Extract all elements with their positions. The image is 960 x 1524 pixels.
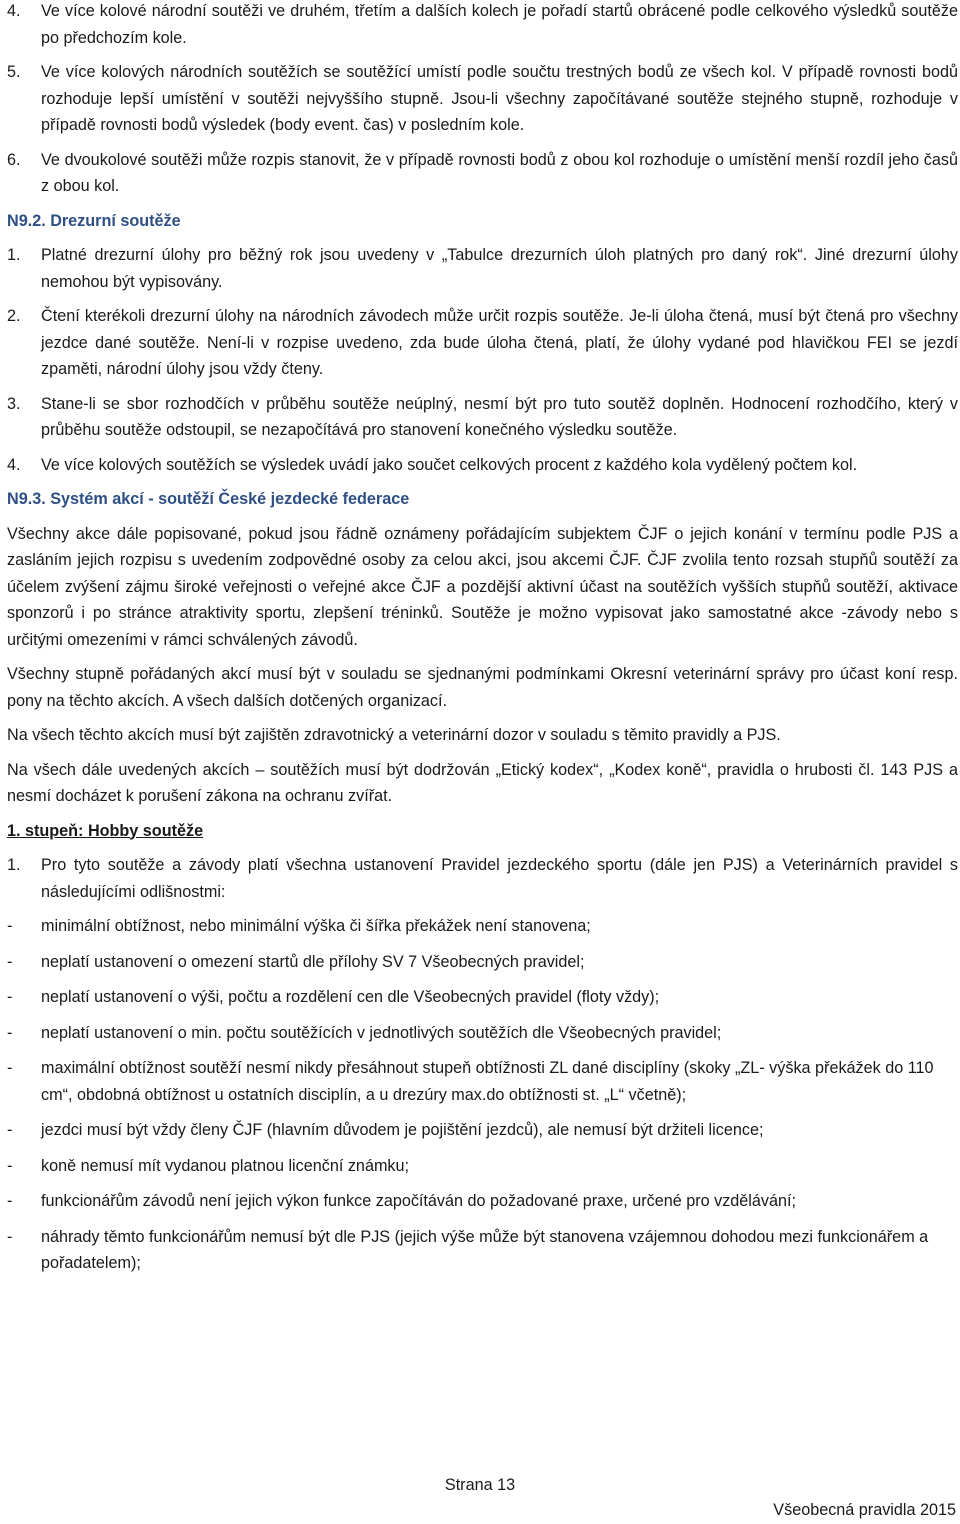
dash-bullet: - — [7, 917, 13, 935]
dash-item-text: maximální obtížnost soutěží nesmí nikdy přesáhnout stupeň obtížnosti ZL dané disciplíny (skoky „ZL- výška překážek do 110 cm“, obdobná obtížnost u ostatních disciplín, a u drezúry max.do obtížnosti st. „L“ včetně); — [41, 1059, 934, 1104]
numbered-item — [7, 852, 958, 905]
dash-list-item — [7, 1224, 958, 1277]
item-number: 1. — [7, 856, 21, 874]
item-number: 5. — [7, 63, 21, 81]
item-number: 1. — [7, 246, 21, 264]
document-page — [7, 0, 958, 1286]
item-text: Ve více kolové národní soutěži ve druhém, třetím a dalších kolech je pořadí startů obrácené podle celkového výsledků soutěže po předchozím kole. — [41, 2, 958, 47]
paragraph: Všechny akce dále popisované, pokud jsou řádně oznámeny pořádajícím subjektem ČJF o jejich konání v termínu podle PJS a zasláním jejich rozpisu s uvedením zodpovědné osoby za celou akci, jsou akcemi ČJF. ČJF zvolila tento rozsah stupňů soutěží za účelem zvýšení zájmu široké veřejnosti o veřejné akce ČJF a pozdější aktivní účast na soutěžích vyšších stupňů soutěží, aktivace sponzorů i po stránce atraktivity sportu, zlepšení tréninků. Soutěže je možno vypisovat jako samostatné akce -závody nebo s určitými omezeními v rámci schválených závodů. — [7, 524, 958, 649]
dash-bullet: - — [7, 1121, 13, 1139]
paragraph: Všechny stupně pořádaných akcí musí být v souladu se sjednanými podmínkami Okresní veterinární správy pro účast koní resp. pony na těchto akcích. A všech dalších dotčených organizací. — [7, 665, 958, 710]
dash-list-item — [7, 984, 958, 1011]
dash-bullet: - — [7, 1192, 13, 1210]
item-number: 3. — [7, 394, 21, 413]
dash-item-text: neplatí ustanovení o výši, počtu a rozdělení cen dle Všeobecných pravidel (floty vždy); — [41, 988, 660, 1006]
dash-list-item — [7, 1153, 958, 1180]
dash-list-item — [7, 1117, 958, 1144]
dash-list-item — [7, 1020, 958, 1047]
numbered-item — [7, 59, 958, 139]
item-text: Stane-li se sbor rozhodčích v průběhu soutěže neúplný, nesmí být pro tuto soutěž doplněn. Hodnocení rozhodčího, který v průběhu soutěže odstoupil, se nezapočítává pro stanovení konečného výsledku soutěže. — [41, 394, 958, 439]
paragraph: Na všech dále uvedených akcích – soutěžích musí být dodržován „Etický kodex“, „Kodex koně“, pravidla o hrubosti čl. 143 PJS a nesmí docházet k porušení zákona na ochranu zvířat. — [7, 760, 958, 805]
dash-list-item — [7, 913, 958, 940]
dash-item-text: minimální obtížnost, nebo minimální výška či šířka překážek není stanovena; — [41, 917, 591, 935]
dash-list-item — [7, 1188, 958, 1215]
item-number: 2. — [7, 307, 21, 325]
section-heading-n9-3: N9.3. Systém akcí - soutěží České jezdecké federace — [7, 490, 410, 508]
dash-item-text: neplatí ustanovení o min. počtu soutěžících v jednotlivých soutěžích dle Všeobecných pravidel; — [41, 1023, 722, 1042]
item-text: Ve dvoukolové soutěži může rozpis stanovit, že v případě rovnosti bodů z obou kol rozhoduje o umístění menší rozdíl jeho časů z obou kol. — [41, 150, 958, 195]
numbered-item — [7, 147, 958, 200]
item-text: Ve více kolových soutěžích se výsledek uvádí jako součet celkových procent z každého kola vydělený počtem kol. — [41, 455, 858, 474]
numbered-item — [7, 391, 958, 444]
numbered-item — [7, 242, 958, 295]
dash-list-item — [7, 1055, 958, 1108]
section-heading-n9-2: N9.2. Drezurní soutěže — [7, 211, 181, 230]
item-text: Pro tyto soutěže a závody platí všechna ustanovení Pravidel jezdeckého sportu (dále jen PJS) a Veterinárních pravidel s následujícími odlišnostmi: — [41, 856, 958, 901]
dash-list-item — [7, 949, 958, 976]
numbered-item — [7, 303, 958, 383]
dash-item-text: náhrady těmto funkcionářům nemusí být dle PJS (jejich výše může být stanovena vzájemnou dohodou mezi funkcionářem a pořadatelem); — [41, 1227, 929, 1272]
dash-bullet: - — [7, 1156, 13, 1175]
document-footer-title: Všeobecná pravidla 2015 — [773, 1501, 956, 1519]
item-text: Platné drezurní úlohy pro běžný rok jsou uvedeny v „Tabulce drezurních úloh platných pro daný rok“. Jiné drezurní úlohy nemohou být vypisovány. — [41, 246, 958, 291]
item-number: 6. — [7, 150, 21, 169]
item-number: 4. — [7, 2, 21, 20]
item-text: Čtení kterékoli drezurní úlohy na národních závodech může určit rozpis soutěže. Je-li úloha čtená, musí být čtená pro všechny jezdce dané soutěže. Není-li v rozpise uvedeno, zda bude úloha čtená, platí, že úlohy vydané pod hlavičkou FEI se jezdí zpaměti, národní úlohy jsou vždy čteny. — [41, 307, 958, 378]
dash-bullet: - — [7, 988, 13, 1006]
dash-bullet: - — [7, 1227, 13, 1246]
dash-bullet: - — [7, 1059, 13, 1077]
dash-item-text: jezdci musí být vždy členy ČJF (hlavním důvodem je pojištění jezdců), ale nemusí být držiteli licence; — [41, 1121, 764, 1139]
numbered-item — [7, 0, 958, 51]
dash-bullet: - — [7, 1023, 13, 1042]
dash-bullet: - — [7, 952, 13, 971]
dash-item-text: neplatí ustanovení o omezení startů dle přílohy SV 7 Všeobecných pravidel; — [41, 952, 585, 971]
item-number: 4. — [7, 455, 21, 474]
subsection-heading-hobby: 1. stupeň: Hobby soutěže — [7, 821, 204, 840]
paragraph: Na všech těchto akcích musí být zajištěn zdravotnický a veterinární dozor v souladu s těmito pravidly a PJS. — [7, 726, 781, 744]
page-number: Strana 13 — [444, 1476, 516, 1494]
dash-item-text: funkcionářům závodů není jejich výkon funkce započítáván do požadované praxe, určené pro vzdělávání; — [41, 1192, 796, 1210]
item-text: Ve více kolových národních soutěžích se soutěžící umístí podle součtu trestných bodů ze všech kol. V případě rovnosti bodů rozhoduje lepší umístění v soutěži nejvyššího stupně. Jsou-li všechny započítávané soutěže stejného stupně, rozhoduje v případě rovnosti bodů výsledek (body event. čas) v posledním kole. — [41, 63, 958, 134]
numbered-item — [7, 452, 958, 479]
dash-item-text: koně nemusí mít vydanou platnou licenční známku; — [41, 1156, 410, 1175]
